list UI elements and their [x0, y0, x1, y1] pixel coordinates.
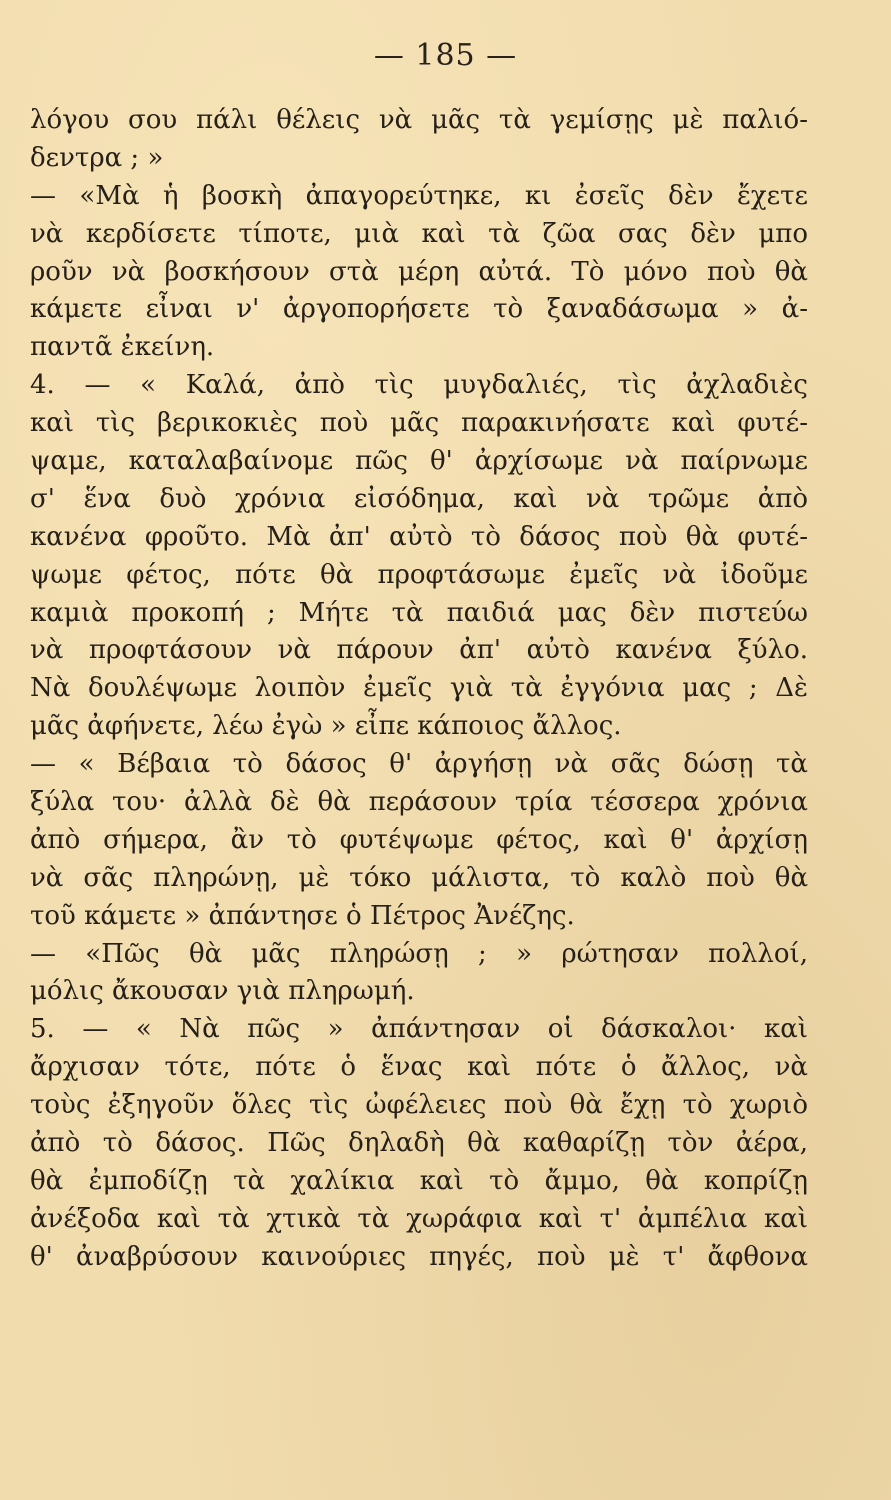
text-line: μόλις ἄκουσαν γιὰ πληρωμή. — [30, 976, 415, 1007]
text-line: νὰ προφτάσουν νὰ πάρουν ἀπ' αὐτὸ κανένα ξύλο. — [30, 635, 808, 666]
text-line: μᾶς ἀφήνετε, λέω ἐγὼ » εἶπε κάποιος ἄλλος. — [30, 711, 622, 742]
text-line: — « Βέβαια τὸ δάσος θ' ἀργήσῃ νὰ σᾶς δώσῃ τὰ — [30, 749, 808, 780]
text-line: ψαμε, καταλαβαίνομε πῶς θ' ἀρχίσωμε νὰ παίρνωμε — [30, 446, 808, 477]
text-line: ψωμε φέτος, πότε θὰ προφτάσωμε ἐμεῖς νὰ ἰδοῦμε — [30, 559, 808, 590]
text-line: — «Πῶς θὰ μᾶς πληρώσῃ ; » ρώτησαν πολλοί, — [30, 938, 808, 969]
text-line: καμιὰ προκοπή ; Μήτε τὰ παιδιά μας δὲν πιστεύω — [30, 597, 808, 628]
text-line: ξύλα του· ἀλλὰ δὲ θὰ περάσουν τρία τέσσερα χρόνια — [30, 787, 808, 818]
page-number: — 185 — — [373, 38, 518, 73]
text-line: ἀνέξοδα καὶ τὰ χτικὰ τὰ χωράφια καὶ τ' ἀμπέλια καὶ — [30, 1203, 808, 1234]
text-line: θ' ἀναβρύσουν καινούριες πηγές, ποὺ μὲ τ' ἄφθονα — [30, 1241, 808, 1272]
text-line: κανένα φροῦτο. Μὰ ἀπ' αὐτὸ τὸ δάσος ποὺ θὰ φυτέ- — [30, 521, 808, 552]
body-text — [30, 102, 808, 1277]
text-line: θὰ ἐμποδίζῃ τὰ χαλίκια καὶ τὸ ἄμμο, θὰ κοπρίζῃ — [30, 1165, 808, 1196]
text-line: 5. — « Νὰ πῶς » ἀπάντησαν οἱ δάσκαλοι· καὶ — [30, 1014, 808, 1045]
text-line: ἀπὸ τὸ δάσος. Πῶς δηλαδὴ θὰ καθαρίζῃ τὸν ἀέρα, — [30, 1128, 808, 1159]
text-line: — «Μὰ ἡ βοσκὴ ἀπαγορεύτηκε, κι ἐσεῖς δὲν ἔχετε — [30, 180, 808, 211]
text-line: 4. — « Καλά, ἀπὸ τὶς μυγδαλιές, τὶς ἀχλαδιὲς — [30, 370, 808, 401]
text-line: Νὰ δουλέψωμε λοιπὸν ἐμεῖς γιὰ τὰ ἐγγόνια μας ; Δὲ — [30, 673, 808, 704]
text-line: ἄρχισαν τότε, πότε ὁ ἕνας καὶ πότε ὁ ἄλλος, νὰ — [30, 1052, 808, 1083]
text-line: τοῦ κάμετε » ἀπάντησε ὁ Πέτρος Ἀνέζης. — [30, 900, 575, 931]
text-line: σ' ἕνα δυὸ χρόνια εἰσόδημα, καὶ νὰ τρῶμε ἀπὸ — [30, 483, 808, 514]
text-line: τοὺς ἐξηγοῦν ὅλες τὶς ὠφέλειες ποὺ θὰ ἔχῃ τὸ χωριὸ — [30, 1090, 808, 1121]
text-line: νὰ κερδίσετε τίποτε, μιὰ καὶ τὰ ζῶα σας δὲν μπο — [30, 218, 808, 249]
text-line: νὰ σᾶς πληρώνῃ, μὲ τόκο μάλιστα, τὸ καλὸ ποὺ θὰ — [30, 862, 808, 893]
text-line: ροῦν νὰ βοσκήσουν στὰ μέρη αὐτά. Τὸ μόνο ποὺ θὰ — [30, 256, 808, 287]
text-line: ἀπὸ σήμερα, ἂν τὸ φυτέψωμε φέτος, καὶ θ' ἀρχίσῃ — [30, 824, 808, 855]
text-line: δεντρα ; » — [30, 142, 164, 173]
text-line: παντᾶ ἐκείνη. — [30, 332, 215, 363]
text-line: καὶ τὶς βερικοκιὲς ποὺ μᾶς παρακινήσατε καὶ φυτέ- — [30, 408, 808, 439]
text-line: κάμετε εἶναι ν' ἀργοπορήσετε τὸ ξαναδάσωμα » ἀ- — [30, 294, 808, 325]
text-line: λόγου σου πάλι θέλεις νὰ μᾶς τὰ γεμίσῃς μὲ παλιό- — [30, 105, 808, 135]
